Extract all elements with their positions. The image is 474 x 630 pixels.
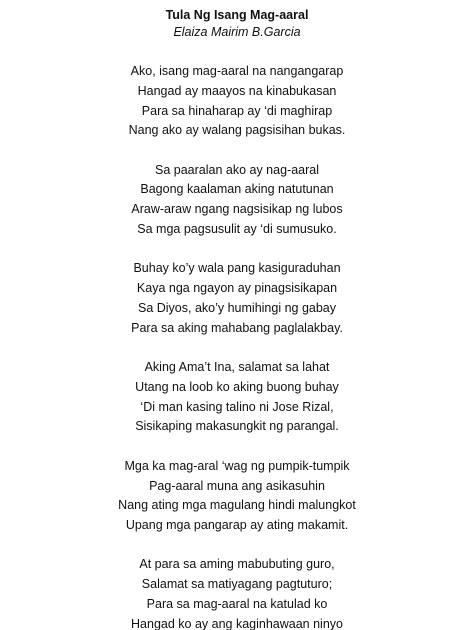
poem-line: Para sa hinaharap ay ‘di maghirap (141, 103, 333, 118)
poem-line: Nang ating mga magulang hindi malungkot (118, 498, 356, 513)
poem-author: Elaiza Mairim B.Garcia (173, 25, 301, 39)
poem-line: Bagong kaalaman aking natutunan (140, 182, 334, 197)
poem-line: At para sa aming mabubuting guro, (139, 557, 335, 572)
poem-line: Para sa mag-aaral na katulad ko (146, 597, 328, 612)
poem-line: ‘Di man kasing talino ni Jose Rizal, (140, 399, 334, 414)
poem-line: Para sa aking mahabang paglalakbay. (131, 320, 343, 335)
poem-line: Sa paaralan ako ay nag-aaral (154, 162, 319, 177)
stanza-1 (0, 62, 474, 141)
poem-line: Mga ka mag-aral ‘wag ng pumpik-tumpik (124, 458, 350, 473)
poem-line: Sa Diyos, ako’y humihingi ng gabay (137, 300, 337, 315)
poem-line: Pag-aaral muna ang asikasuhin (149, 478, 325, 493)
poem-title: Tula Ng Isang Mag-aaral (165, 8, 309, 22)
stanza-4 (0, 358, 474, 437)
poem-line: Nang ako ay walang pagsisihan bukas. (128, 123, 346, 138)
stanza-6 (0, 555, 474, 630)
poem-line: Ako, isang mag-aaral na nangangarap (130, 64, 344, 78)
poem-line: Salamat sa matiyagang pagtuturo; (141, 577, 333, 592)
poem-line: Buhay ko’y wala pang kasiguraduhan (133, 261, 341, 276)
poem-line: Hangad ko ay ang kaginhawaan ninyo (131, 616, 343, 630)
stanza-2 (0, 161, 474, 240)
stanza-3 (0, 259, 474, 338)
poem-line: Kaya nga ngayon ay pinagsisikapan (136, 281, 338, 296)
poem-line: Araw-araw ngang nagsisikap ng lubos (131, 202, 343, 217)
poem-line: Sa mga pagsusulit ay ‘di sumusuko. (137, 222, 337, 237)
poem-line: Upang mga pangarap ay ating makamit. (125, 518, 349, 533)
poem-line: Aking Ama’t Ina, salamat sa lahat (144, 360, 330, 375)
poem-line: Utang na loob ko aking buong buhay (135, 379, 339, 394)
poem-line: Hangad ay maayos na kinabukasan (137, 83, 337, 98)
poem-body (0, 62, 474, 630)
poem-line: Sisikaping makasungkit ng parangal. (135, 419, 339, 434)
stanza-5 (0, 457, 474, 536)
